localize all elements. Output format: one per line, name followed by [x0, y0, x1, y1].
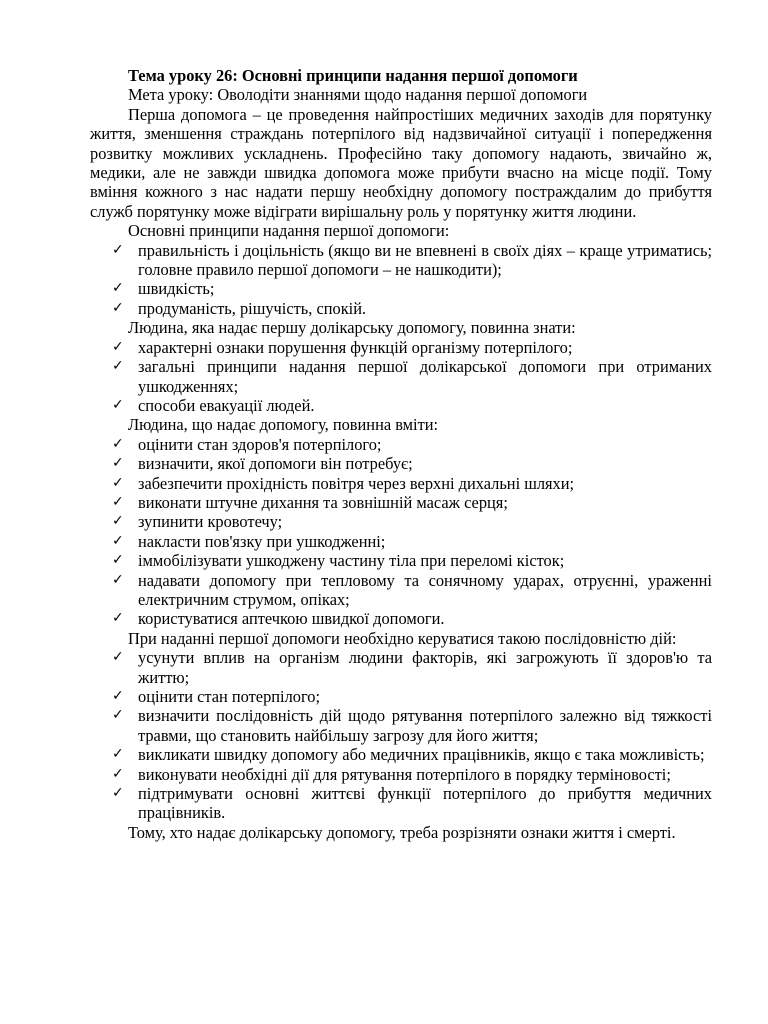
- document-page: [90, 66, 712, 842]
- list-item: ✓ користуватися аптечкою швидкої допомоги.: [112, 609, 445, 629]
- check-icon: ✓: [112, 396, 124, 413]
- check-icon: ✓: [112, 513, 124, 530]
- check-icon: ✓: [112, 474, 124, 491]
- section-heading: Людина, яка надає першу долікарську допомогу, повинна знати:: [128, 318, 576, 338]
- check-icon: ✓: [112, 493, 124, 510]
- check-icon: ✓: [112, 571, 124, 588]
- list-item: ✓ оцінити стан потерпілого;: [112, 687, 321, 706]
- check-icon: ✓: [112, 552, 124, 569]
- check-icon: ✓: [112, 785, 124, 802]
- checklist: [90, 338, 712, 416]
- list-item: ✓ способи евакуації людей.: [112, 395, 315, 415]
- section-heading: Основні принципи надання першої допомоги:: [128, 221, 450, 241]
- list-item: ✓ правильність і доцільність (якщо ви не впевнені в своїх діях – краще утриматись; головне правило першої допомоги – не нашкодити);: [112, 240, 712, 280]
- list-item: ✓ забезпечити прохідність повітря через верхні дихальні шляхи;: [112, 473, 575, 493]
- check-icon: ✓: [112, 455, 124, 472]
- check-icon: ✓: [112, 746, 124, 763]
- check-icon: ✓: [112, 435, 124, 452]
- list-item: ✓ підтримувати основні життєві функції потерпілого до прибуття медичних працівників.: [112, 784, 712, 823]
- checklist: [90, 648, 712, 823]
- check-icon: ✓: [112, 610, 124, 627]
- list-item: ✓ швидкість;: [112, 279, 215, 299]
- check-icon: ✓: [112, 707, 124, 724]
- list-item: ✓ визначити, якої допомоги він потребує;: [112, 454, 413, 474]
- checklist: [90, 241, 712, 319]
- list-item: ✓ накласти пов'язку при ушкодженні;: [112, 531, 386, 551]
- list-item: ✓ іммобілізувати ушкоджену частину тіла при переломі кісток;: [112, 551, 565, 571]
- section-heading: При наданні першої допомоги необхідно керуватися такою послідовністю дій:: [128, 628, 677, 648]
- conclusion-paragraph: Тому, хто надає долікарську допомогу, треба розрізняти ознаки життя і смерті.: [128, 822, 676, 842]
- check-icon: ✓: [112, 532, 124, 549]
- intro-paragraph: Перша допомога – це проведення найпростіших медичних заходів для порятунку життя, зменшення страждань потерпілого від надзвичайної ситуації і попередження розвитку можливих ускладнень. Професійно таку допомогу надають, звичайно ж, медики, але не завжди швидка допомога може прибути вчасно на місце події. Тому вміння кожного з нас надати першу необхідну допомогу постраждалим до прибуття служб порятунку може відіграти вирішальну роль у порятунку життя людини.: [90, 104, 712, 221]
- check-icon: ✓: [112, 338, 124, 355]
- check-icon: ✓: [112, 358, 124, 375]
- section-heading: Людина, що надає допомогу, повинна вміти:: [128, 415, 439, 435]
- list-item: ✓ усунути вплив на організм людини факторів, які загрожують її здоров'ю та життю;: [112, 648, 712, 687]
- list-item: ✓ викликати швидку допомогу або медичних працівників, якщо є така можливість;: [112, 745, 705, 765]
- list-item: ✓ оцінити стан здоров'я потерпілого;: [112, 434, 382, 454]
- checklist: [90, 435, 712, 629]
- check-icon: ✓: [112, 280, 124, 297]
- list-item: ✓ надавати допомогу при тепловому та сонячному ударах, отруєнні, ураженні електричним струмом, опіках;: [112, 570, 712, 609]
- list-item: ✓ характерні ознаки порушення функцій організму потерпілого;: [112, 337, 573, 357]
- list-item: ✓ виконати штучне дихання та зовнішній масаж серця;: [112, 492, 508, 512]
- check-icon: ✓: [112, 688, 124, 704]
- list-item: ✓ визначити послідовність дій щодо рятування потерпілого залежно від тяжкості травми, що становить найбільшу загрозу для його життя;: [112, 706, 712, 745]
- check-icon: ✓: [112, 241, 124, 258]
- check-icon: ✓: [112, 299, 124, 316]
- list-item: ✓ виконувати необхідні дії для рятування потерпілого в порядку терміновості;: [112, 764, 671, 784]
- check-icon: ✓: [112, 649, 124, 666]
- list-item: ✓ загальні принципи надання першої долікарської допомоги при отриманих ушкодженнях;: [112, 357, 712, 396]
- list-item: ✓ продуманість, рішучість, спокій.: [112, 298, 367, 318]
- check-icon: ✓: [112, 765, 124, 782]
- lesson-title: Тема уроку 26: Основні принципи надання першої допомоги: [128, 66, 578, 85]
- lesson-goal: Мета уроку: Оволодіти знаннями щодо надання першої допомоги: [128, 85, 588, 105]
- list-item: ✓ зупинити кровотечу;: [112, 512, 283, 532]
